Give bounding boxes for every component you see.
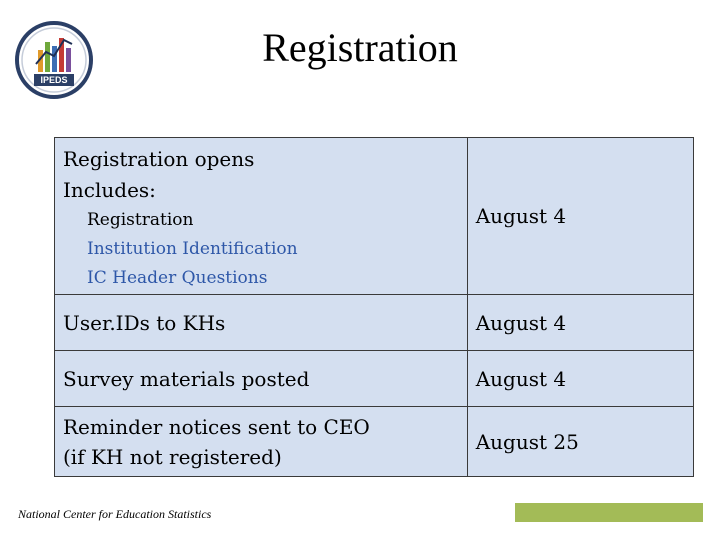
table-row	[55, 295, 694, 351]
table-row	[55, 138, 694, 295]
page-title: Registration	[262, 25, 458, 70]
row-date-cell: August 4	[467, 351, 693, 407]
row-main-line: Includes:	[63, 178, 156, 202]
footer-accent-bar	[515, 503, 703, 522]
row-label-line: Reminder notices sent to CEO	[63, 414, 370, 439]
row-label-cell: User.IDs to KHs	[55, 295, 468, 351]
sub-item: Institution Identification	[87, 239, 298, 259]
row-date-cell: August 4	[467, 295, 693, 351]
row-date-cell: August 4	[467, 138, 693, 295]
row-label-cell	[55, 138, 468, 295]
row-label-line: (if KH not registered)	[63, 444, 282, 469]
row-label-cell	[55, 407, 468, 477]
row-label-cell: Survey materials posted	[55, 351, 468, 407]
table-row	[55, 351, 694, 407]
sub-item: Registration	[87, 210, 194, 230]
footer-text: National Center for Education Statistics	[18, 507, 212, 521]
table-row	[55, 407, 694, 477]
row-main-line: Registration opens	[63, 147, 255, 171]
row-date-cell: August 25	[467, 407, 693, 477]
logo-text: IPEDS	[40, 75, 68, 85]
schedule-table	[54, 137, 694, 477]
sub-item: IC Header Questions	[87, 268, 268, 288]
